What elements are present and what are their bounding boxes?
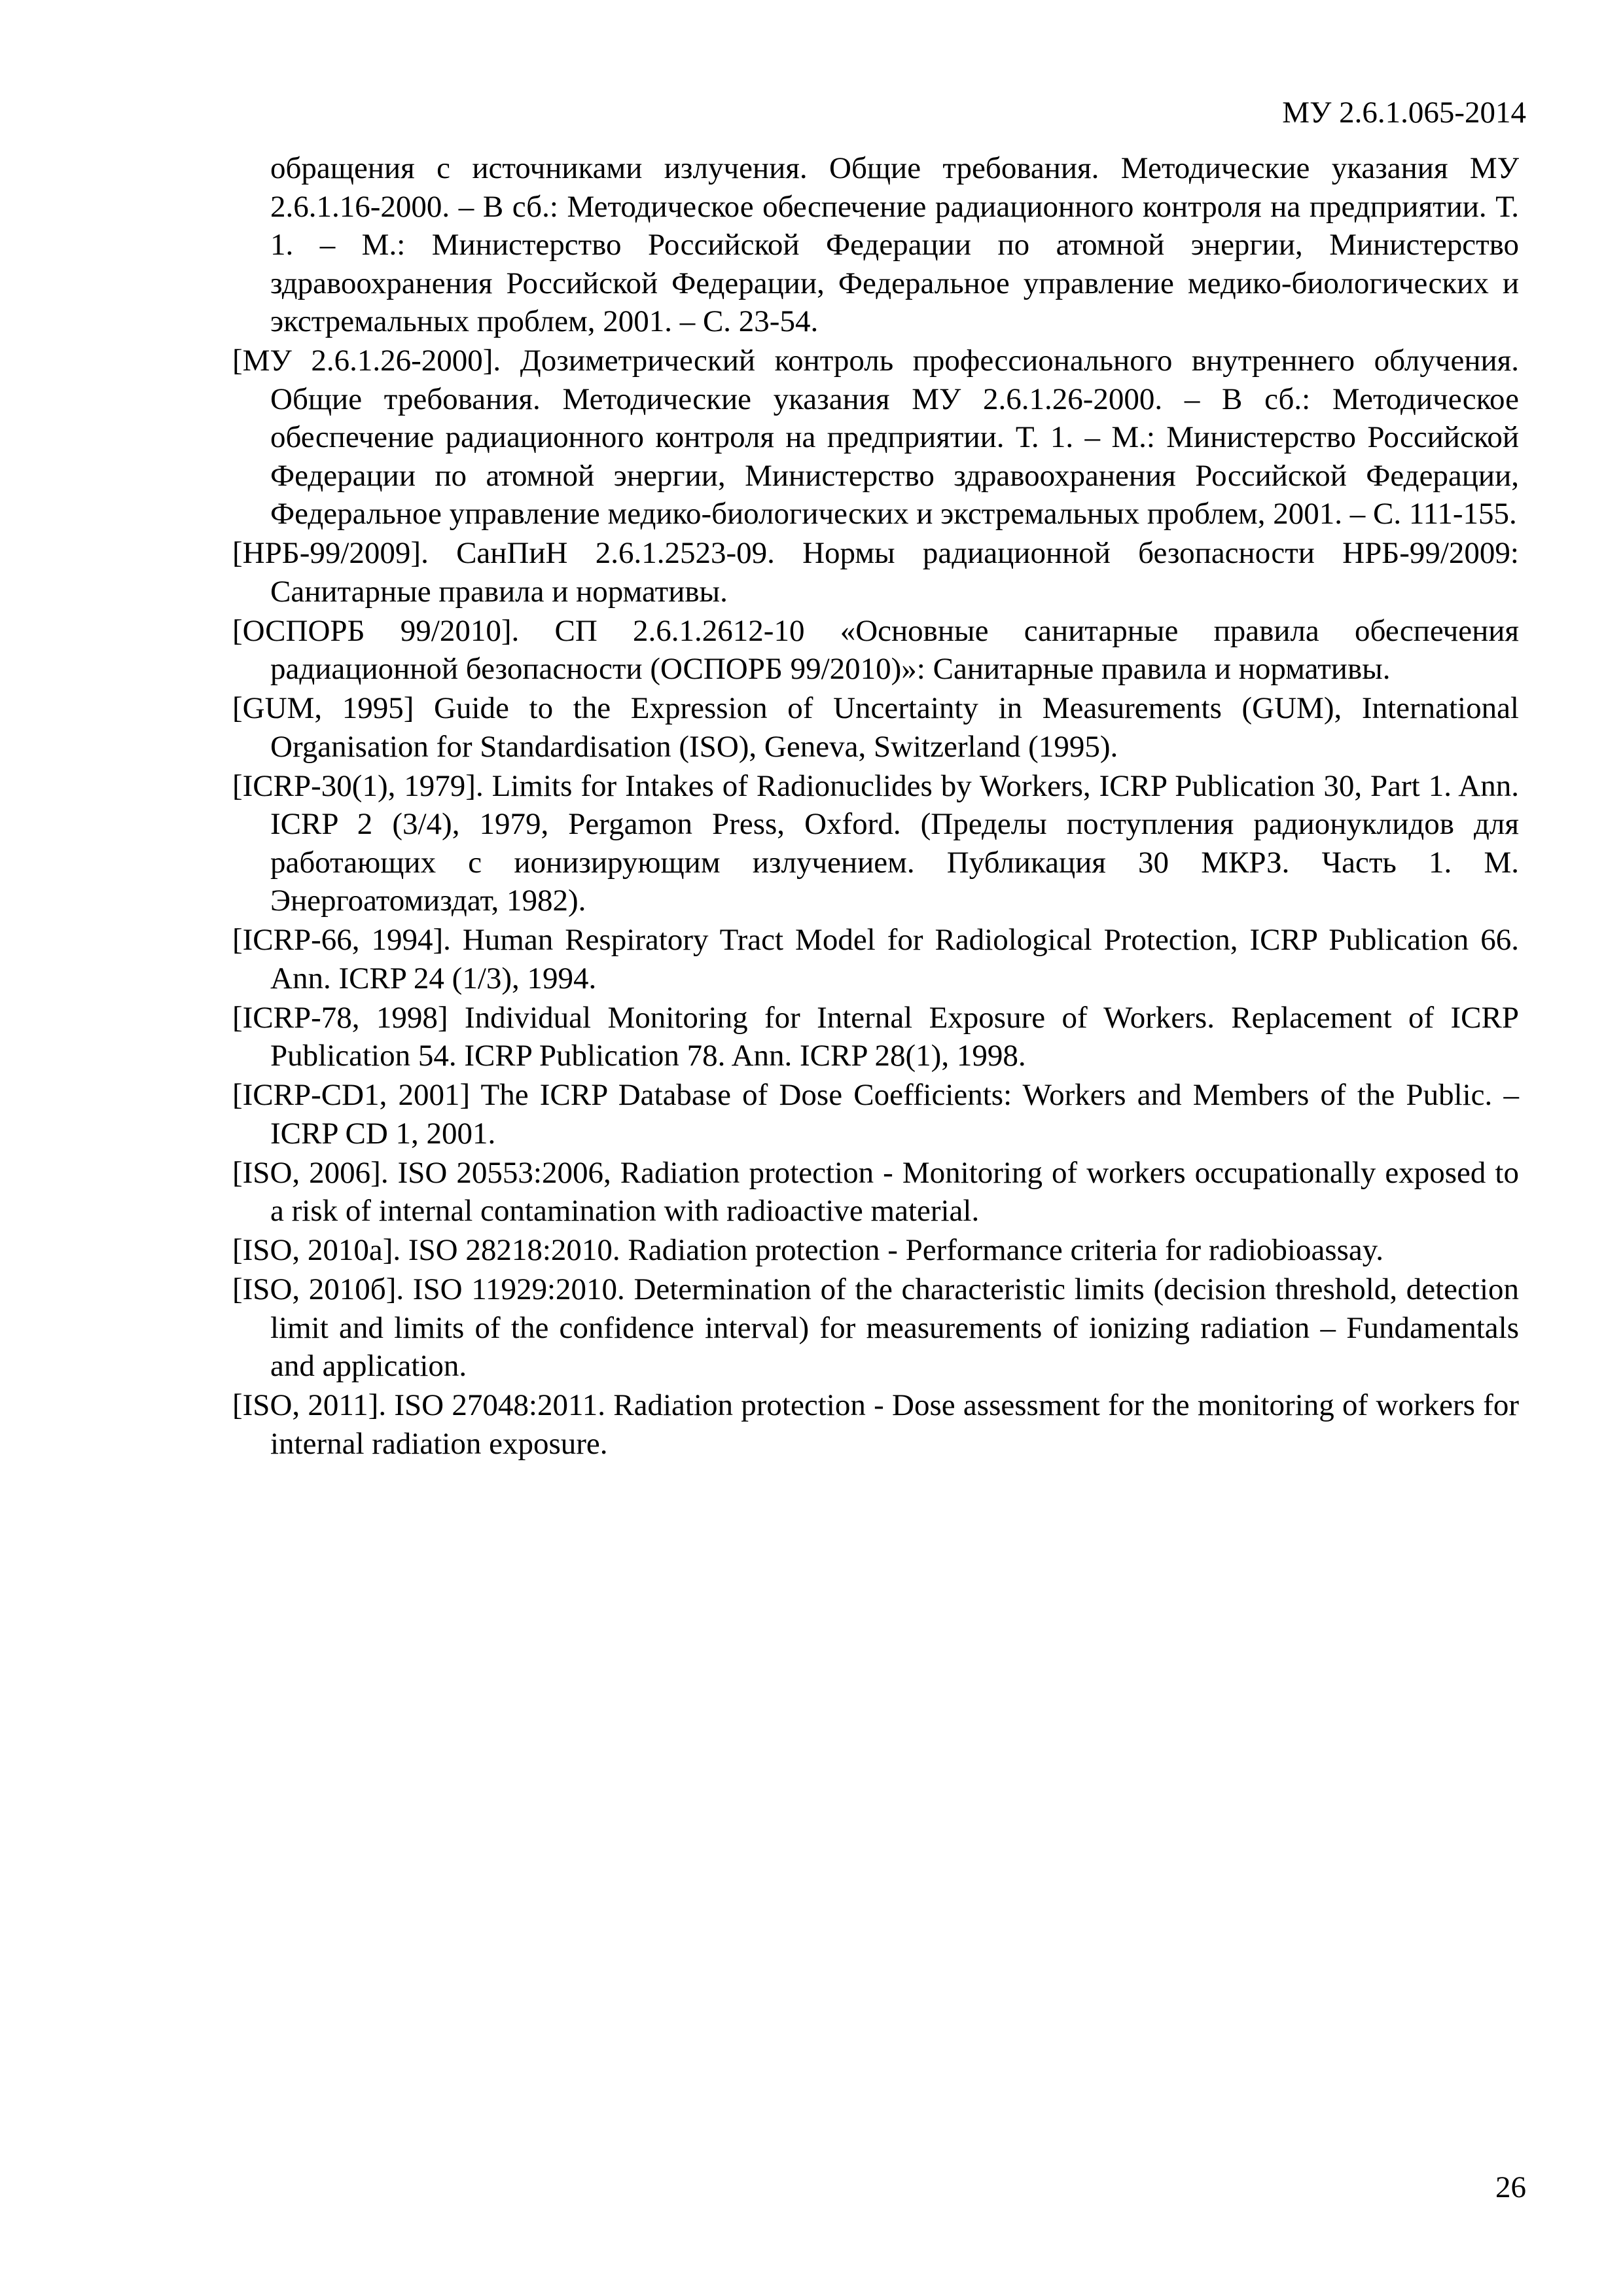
references-list xyxy=(232,149,1519,1464)
reference-entry-continued: обращения с источниками излучения. Общие требования. Методические указания МУ 2.6.1.16-2000. – В сб.: Методическое обеспечение радиационного контроля на предприятии. Т. 1. – М.: Министерство Российской Федерации по атомной энергии, Министерство здравоохранения Российской Федерации, Федеральное управление медико-биологических и экстремальных проблем, 2001. – С. 23-54. xyxy=(270,151,1519,338)
reference-entry-icrp-30-1979: [ICRP-30(1), 1979]. Limits for Intakes of Radionuclides by Workers, ICRP Publication 30, Part 1. Ann. ICRP 2 (3/4), 1979, Pergamon Press, Oxford. (Пределы поступления радионуклидов для работающих с ионизирующим излучением. Публикация 30 МКРЗ. Часть 1. М. Энергоатомиздат, 1982). xyxy=(232,768,1519,918)
reference-entry-iso-2011: [ISO, 2011]. ISO 27048:2011. Radiation protection - Dose assessment for the monitoring of workers for internal radiation exposure. xyxy=(232,1388,1519,1461)
reference-entry-iso-2010a: [ISO, 2010а]. ISO 28218:2010. Radiation protection - Performance criteria for radiobioassay. xyxy=(232,1233,1383,1267)
reference-entry-iso-2010b: [ISO, 2010б]. ISO 11929:2010. Determination of the characteristic limits (decision threshold, detection limit and limits of the confidence interval) for measurements of ionizing radiation – Fundamentals and application. xyxy=(232,1272,1519,1383)
reference-entry-icrp-cd1-2001: [ICRP-CD1, 2001] The ICRP Database of Dose Coefficients: Workers and Members of the Public. – ICRP CD 1, 2001. xyxy=(232,1078,1519,1151)
page-number: 26 xyxy=(1495,2170,1526,2204)
reference-entry-mu-2-6-1-26-2000: [МУ 2.6.1.26-2000]. Дозиметрический контроль профессионального внутреннего облучения. Общие требования. Методические указания МУ 2.6.1.26-2000. – В сб.: Методическое обеспечение радиационного контроля на предприятии. Т. 1. – М.: Министерство Российской Федерации по атомной энергии, Министерство здравоохранения Российской Федерации, Федеральное управление медико-биологических и экстремальных проблем, 2001. – С. 111-155. xyxy=(232,344,1519,531)
reference-entry-icrp-78-1998: [ICRP-78, 1998] Individual Monitoring for Internal Exposure of Workers. Replacement of ICRP Publication 54. ICRP Publication 78. Ann. ICRP 28(1), 1998. xyxy=(232,1000,1519,1073)
reference-entry-iso-2006: [ISO, 2006]. ISO 20553:2006, Radiation protection - Monitoring of workers occupationally exposed to a risk of internal contamination with radioactive material. xyxy=(232,1155,1519,1228)
document-code-header: МУ 2.6.1.065-2014 xyxy=(1282,96,1526,130)
reference-entry-icrp-66-1994: [ICRP-66, 1994]. Human Respiratory Tract Model for Radiological Protection, ICRP Publication 66. Ann. ICRP 24 (1/3), 1994. xyxy=(232,923,1519,996)
reference-entry-osporb-99-2010: [ОСПОРБ 99/2010]. СП 2.6.1.2612-10 «Основные санитарные правила обеспечения радиационной безопасности (ОСПОРБ 99/2010)»: Санитарные правила и нормативы. xyxy=(232,613,1519,686)
reference-entry-gum-1995: [GUM, 1995] Guide to the Expression of Uncertainty in Measurements (GUM), International Organisation for Standardisation (ISO), Geneva, Switzerland (1995). xyxy=(232,691,1519,764)
reference-entry-nrb-99-2009: [НРБ-99/2009]. СанПиН 2.6.1.2523-09. Нормы радиационной безопасности НРБ-99/2009: Санитарные правила и нормативы. xyxy=(232,536,1519,609)
